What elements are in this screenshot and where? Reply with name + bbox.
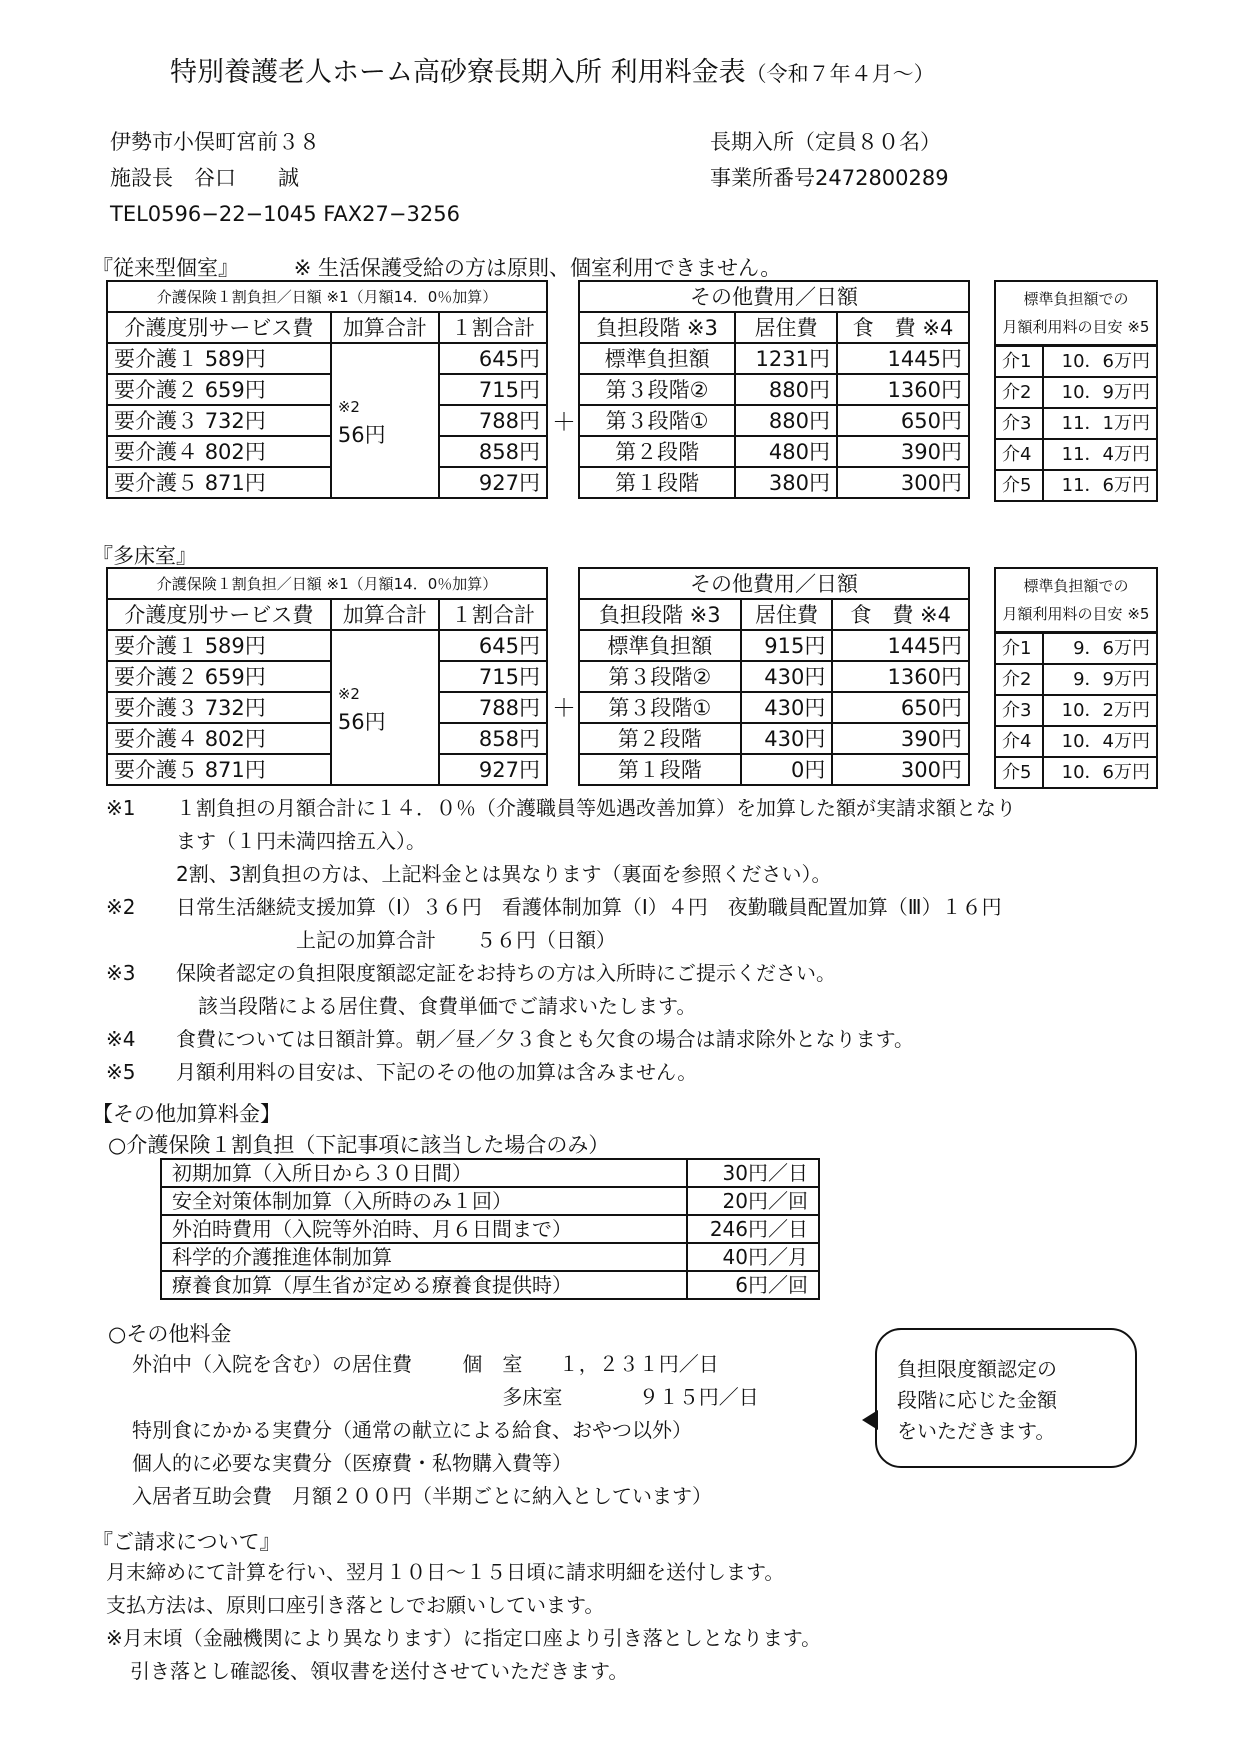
- stay-label: 外泊中（入院を含む）の居住費: [132, 1352, 412, 1376]
- phone-fax: TEL0596−22−1045 FAX27−3256: [110, 202, 460, 226]
- footnotes: ※1 １割負担の月額合計に１４．０％（介護職員等処遇改善加算）を加算した額が実請求額となり ます（１円未満四捨五入）。 2割、3割負担の方は、上記料金とは異なります（裏面を参照ください）。 ※2 日常生活継続支援加算（Ⅰ）３６円 看護体制加算（Ⅰ）４円 夜勤職員配置加算（Ⅲ）１６円 上記の加算合計 ５６円（日額） ※3 保険者認定の負担限度額認定証をお持ちの方は入所時にご提示ください。 該当段階による居住費、食費単価でご請求いたします。 ※4 食費については日額計算。朝／昼／夕３食とも欠食の場合は請求除外となります。 ※5 月額利用料の目安は、下記のその他の加算は含みません。: [106, 796, 1016, 1084]
- title-main: 特別養護老人ホーム高砂寮長期入所 利用料金表: [170, 57, 746, 88]
- table-row: 要介護２ 659円 715円: [107, 661, 547, 692]
- table-row: 要介護３ 732円 788円: [107, 692, 547, 723]
- plus-sign: ＋: [552, 694, 576, 722]
- multi-monthly-rows: [994, 632, 1158, 789]
- other-title: その他費用／日額: [579, 281, 969, 312]
- note-1: １割負担の月額合計に１４．０％（介護職員等処遇改善加算）を加算した額が実請求額となり: [176, 796, 1016, 820]
- col-header: １割合計: [439, 312, 547, 343]
- table-row: 介2 9．9万円: [995, 664, 1157, 695]
- additional-fees-table: [160, 1158, 820, 1300]
- other-title: その他費用／日額: [579, 568, 969, 599]
- table-row: 安全対策体制加算（入所時のみ１回） 20円／回: [161, 1187, 819, 1215]
- table-row: 第２段階 480円 390円: [579, 436, 969, 467]
- table-row: 外泊時費用（入院等外泊時、月６日間まで） 246円／日: [161, 1215, 819, 1243]
- table-row: 介4 11．4万円: [995, 439, 1157, 470]
- col-header: 負担段階 ※3: [579, 312, 735, 343]
- col-header: 居住費: [741, 599, 833, 630]
- insurance-heading: ○介護保険１割負担（下記事項に該当した場合のみ）: [108, 1133, 610, 1157]
- col-header: 食 費 ※4: [832, 599, 969, 630]
- note-4: 食費については日額計算。朝／昼／夕３食とも欠食の場合は請求除外となります。: [176, 1027, 914, 1051]
- facility-info-right: [710, 124, 949, 196]
- note-3: 保険者認定の負担限度額認定証をお持ちの方は入所時にご提示ください。: [176, 961, 836, 985]
- col-header: 加算合計: [331, 599, 439, 630]
- table-row: 科学的介護推進体制加算 40円／月: [161, 1243, 819, 1271]
- table-row: 介5 11．6万円: [995, 470, 1157, 501]
- multi-heading: 『多床室』: [92, 544, 197, 568]
- table-row: 要介護２ 659円 715円: [107, 374, 547, 405]
- col-header: 食 費 ※4: [837, 312, 969, 343]
- note-5: 月額利用料の目安は、下記のその他の加算は含みません。: [176, 1060, 698, 1084]
- table-row: 第１段階 380円 300円: [579, 467, 969, 498]
- addition-cell: ※2 56円: [331, 343, 439, 498]
- col-header: 介護度別サービス費: [107, 312, 331, 343]
- table-row: 要介護４ 802円 858円: [107, 436, 547, 467]
- mutual-aid-fee: 入居者互助会費 月額２００円（半期ごとに納入としています）: [132, 1484, 712, 1508]
- table-row: 介5 10．6万円: [995, 757, 1157, 788]
- note-2: 日常生活継続支援加算（Ⅰ）３６円 看護体制加算（Ⅰ）４円 夜勤職員配置加算（Ⅲ）１６円: [176, 895, 1002, 919]
- billing-heading: 『ご請求について』: [92, 1530, 281, 1554]
- table-row: 第１段階 0円 300円: [579, 754, 969, 785]
- table-row: 介4 10．4万円: [995, 726, 1157, 757]
- table-row: 介3 11．1万円: [995, 408, 1157, 439]
- table-row: 第３段階① 430円 650円: [579, 692, 969, 723]
- col-header: 負担段階 ※3: [579, 599, 741, 630]
- table-row: 第３段階② 880円 1360円: [579, 374, 969, 405]
- billing-info: 月末締めにて計算を行い、翌月１０日〜１５日頃に請求明細を送付します。 支払方法は、原則口座引き落としでお願いしています。 ※月末頃（金融機関により異なります）に指定口座より引き落としとなります。 引き落とし確認後、領収書を送付させていただきます。: [106, 1560, 822, 1683]
- table-row: 療養食加算（厚生省が定める療養食提供時） 6円／回: [161, 1271, 819, 1299]
- table-row: 第３段階② 430円 1360円: [579, 661, 969, 692]
- table-row: 介2 10．9万円: [995, 377, 1157, 408]
- private-care-table: [106, 280, 548, 499]
- table-row: 介1 10．6万円: [995, 346, 1157, 377]
- multi-other-table: [578, 567, 970, 786]
- table-row: 要介護３ 732円 788円: [107, 405, 547, 436]
- private-note: ※ 生活保護受給の方は原則、個室利用できません。: [293, 256, 782, 280]
- capacity: 長期入所（定員８０名）: [710, 130, 941, 154]
- table-row: 標準負担額 915円 1445円: [579, 630, 969, 661]
- table-row: 第３段階① 880円 650円: [579, 405, 969, 436]
- special-meal: 特別食にかかる実費分（通常の献立による給食、おやつ以外）: [132, 1418, 692, 1442]
- private-other-table: [578, 280, 970, 499]
- plus-sign: ＋: [552, 408, 576, 436]
- facility-info: [110, 124, 460, 232]
- page-title: [170, 50, 935, 89]
- private-monthly-rows: [994, 345, 1158, 502]
- title-period: （令和７年４月〜）: [745, 62, 935, 86]
- table-row: 要介護１ 589円 ※2 56円 645円: [107, 630, 547, 661]
- care-title: 介護保険１割負担／日額 ※1（月額14．0％加算）: [107, 281, 547, 312]
- misc-heading: ○その他料金: [108, 1322, 232, 1346]
- multi-monthly-table: [994, 567, 1158, 633]
- table-row: 標準負担額 1231円 1445円: [579, 343, 969, 374]
- multi-care-table: [106, 567, 548, 786]
- col-header: 介護度別サービス費: [107, 599, 331, 630]
- director: 施設長 谷口 誠: [110, 166, 299, 190]
- table-row: 介3 10．2万円: [995, 695, 1157, 726]
- office-number: 事業所番号2472800289: [710, 166, 949, 190]
- table-row: 要介護５ 871円 927円: [107, 754, 547, 785]
- table-row: 介1 9．6万円: [995, 633, 1157, 664]
- col-header: １割合計: [439, 599, 547, 630]
- monthly-title: 標準負担額での 月額利用料の目安 ※5: [995, 568, 1157, 632]
- table-row: 初期加算（入所日から３０日間） 30円／日: [161, 1159, 819, 1187]
- care-title: 介護保険１割負担／日額 ※1（月額14．0％加算）: [107, 568, 547, 599]
- address: 伊勢市小俣町宮前３８: [110, 130, 320, 154]
- table-row: 第２段階 430円 390円: [579, 723, 969, 754]
- personal-expenses: 個人的に必要な実費分（医療費・私物購入費等）: [132, 1451, 572, 1475]
- col-header: 加算合計: [331, 312, 439, 343]
- col-header: 居住費: [735, 312, 837, 343]
- monthly-title: 標準負担額での 月額利用料の目安 ※5: [995, 281, 1157, 345]
- addition-cell: ※2 56円: [331, 630, 439, 785]
- private-monthly-table: [994, 280, 1158, 346]
- speech-bubble: 負担限度額認定の 段階に応じた金額 をいただきます。: [875, 1328, 1137, 1468]
- table-row: 要介護５ 871円 927円: [107, 467, 547, 498]
- misc-fees: 外泊中（入院を含む）の居住費 個 室 １，２３１円／日 多床室 ９１５円／日 特別食にかかる実費分（通常の献立による給食、おやつ以外） 個人的に必要な実費分（医療費・私物購入費等） 入居者互助会費 月額２００円（半期ごとに納入としています）: [132, 1348, 759, 1513]
- table-row: 要介護４ 802円 858円: [107, 723, 547, 754]
- private-heading: 『従来型個室』 ※ 生活保護受給の方は原則、個室利用できません。: [92, 256, 782, 280]
- other-fees-heading: 【その他加算料金】: [92, 1102, 281, 1126]
- table-row: 要介護１ 589円 ※2 56円 645円: [107, 343, 547, 374]
